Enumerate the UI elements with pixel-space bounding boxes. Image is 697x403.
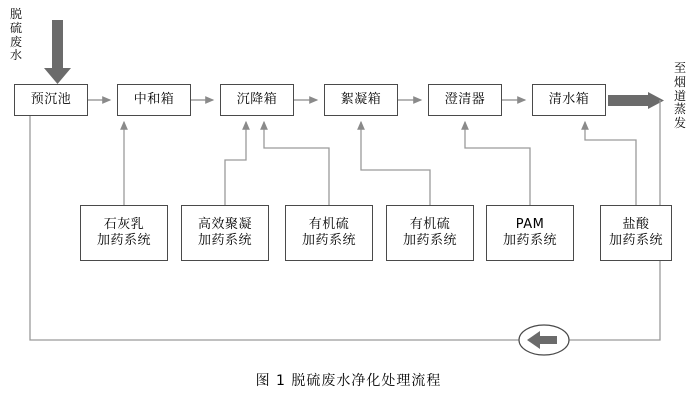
dosing-links xyxy=(124,122,636,205)
node-label-line2: 加药系统 xyxy=(608,233,663,248)
node-label-line1: 有机硫 xyxy=(409,216,451,232)
figure-caption: 图 1 脱硫废水净化处理流程 xyxy=(255,373,442,389)
inlet-label-c1: 脱 xyxy=(9,7,22,21)
node-label-line1: 盐酸 xyxy=(622,216,650,232)
node-label: 澄清器 xyxy=(444,91,486,107)
node-label: 中和箱 xyxy=(133,91,175,107)
node-floc-box[interactable] xyxy=(324,84,398,116)
outlet-label-c5: 发 xyxy=(673,116,686,131)
recycle-arrow xyxy=(519,325,569,355)
node-label-line2: 加药系统 xyxy=(402,233,457,248)
node-label-line2: 加药系统 xyxy=(96,233,151,248)
outlet-label-c4: 蒸 xyxy=(673,102,686,117)
outlet-label-c1: 至 xyxy=(673,61,686,75)
inlet-arrow xyxy=(44,20,71,84)
node-label: 预沉池 xyxy=(30,91,72,107)
node-neutralize-box[interactable] xyxy=(117,84,191,116)
node-clarifier[interactable] xyxy=(428,84,502,116)
node-label: 沉降箱 xyxy=(236,91,278,107)
node-label: 清水箱 xyxy=(548,91,590,107)
node-pre-sed-tank[interactable] xyxy=(14,84,88,116)
outlet-label xyxy=(672,62,688,131)
outlet-label-c3: 道 xyxy=(673,88,686,103)
inlet-label-c2: 硫 xyxy=(9,20,22,35)
outlet-label-c2: 烟 xyxy=(673,74,686,89)
node-label-line1: PAM xyxy=(515,216,545,232)
node-label-line1: 高效聚凝 xyxy=(197,216,252,232)
node-pam-dosing[interactable] xyxy=(486,205,574,261)
node-lime-milk-dosing[interactable] xyxy=(80,205,168,261)
node-organic-sulfur-dosing-1[interactable] xyxy=(285,205,373,261)
node-label: 絮凝箱 xyxy=(340,91,382,107)
node-label-line2: 加药系统 xyxy=(301,233,356,248)
node-label-line2: 加药系统 xyxy=(197,233,252,248)
node-label-line2: 加药系统 xyxy=(502,233,557,248)
node-label-line1: 有机硫 xyxy=(308,216,350,232)
inlet-label-c4: 水 xyxy=(9,48,22,63)
node-high-eff-floc-dosing[interactable] xyxy=(181,205,269,261)
node-clear-water-box[interactable] xyxy=(532,84,606,116)
node-hydrochloric-acid-dosing[interactable] xyxy=(600,205,672,261)
inlet-label xyxy=(8,8,24,63)
inlet-label-c3: 废 xyxy=(9,34,22,49)
node-label-line1: 石灰乳 xyxy=(103,216,145,232)
node-organic-sulfur-dosing-2[interactable] xyxy=(386,205,474,261)
node-settling-box[interactable] xyxy=(220,84,294,116)
outlet-arrow xyxy=(608,92,664,109)
